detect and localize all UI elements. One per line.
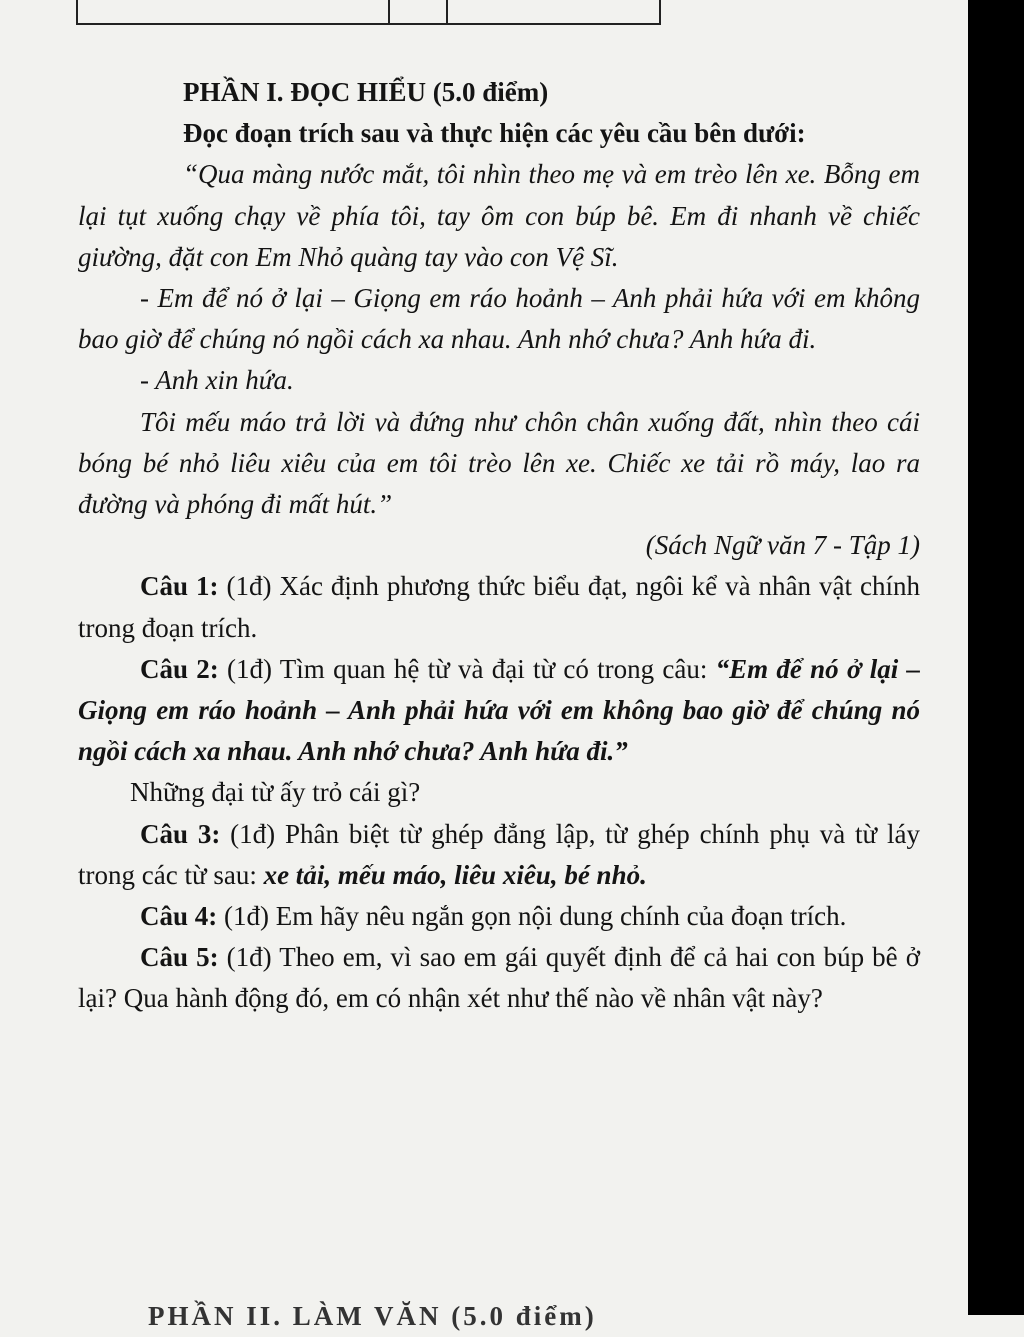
question-quote: “Em để nó ở lại – Giọng em ráo hoảnh – Anh phải hứa với em không bao giờ để chúng nó ngồi cách xa nhau. Anh nhớ chưa? Anh hứa đi.” — [78, 653, 920, 767]
question-1 — [78, 566, 920, 648]
excerpt-paragraph: - Anh xin hứa. — [140, 365, 294, 396]
question-words: xe tải, mếu máo, liêu xiêu, bé nhỏ. — [263, 859, 647, 890]
question-text: (1đ) Em hãy nêu ngắn gọn nội dung chính của đoạn trích. — [217, 901, 847, 932]
exam-page — [78, 72, 920, 1020]
section-title: PHẦN I. ĐỌC HIỂU (5.0 điểm) — [183, 77, 549, 107]
excerpt-paragraph: Tôi mếu máo trả lời và đứng như chôn chân xuống đất, nhìn theo cái bóng bé nhỏ liêu xiêu của em tôi trèo lên xe. Chiếc xe tải rồ máy, lao ra đường và phóng đi mất hút.” — [78, 406, 920, 520]
header-table-fragment — [76, 0, 661, 25]
question-3 — [78, 814, 920, 896]
next-section-title-cut: PHẦN II. LÀM VĂN (5.0 điểm) — [148, 1301, 597, 1331]
table-divider — [446, 0, 448, 23]
question-4 — [78, 896, 920, 937]
question-text: (1đ) Phân biệt từ ghép đẳng lập, từ ghép chính phụ và từ láy trong các từ sau: — [78, 818, 920, 890]
table-divider — [388, 0, 390, 23]
question-label: Câu 3: — [140, 818, 221, 849]
question-2 — [78, 649, 920, 773]
excerpt-source: (Sách Ngữ văn 7 - Tập 1) — [645, 530, 920, 561]
excerpt-paragraph: “Qua màng nước mắt, tôi nhìn theo mẹ và em trèo lên xe. Bỗng em lại tụt xuống chạy về phía tôi, tay ôm con búp bê. Em đi nhanh về chiếc giường, đặt con Em Nhỏ quàng tay vào con Vệ Sĩ. — [78, 159, 920, 272]
screen-edge-bar — [968, 0, 1024, 1315]
question-text: (1đ) Theo em, vì sao em gái quyết định để cả hai con búp bê ở lại? Qua hành động đó, em có nhận xét như thế nào về nhân vật này? — [78, 942, 920, 1014]
question-label: Câu 2: — [140, 653, 219, 684]
question-2-followup: Những đại từ ấy trỏ cái gì? — [130, 777, 421, 808]
instruction: Đọc đoạn trích sau và thực hiện các yêu cầu bên dưới: — [183, 118, 806, 149]
excerpt-paragraph: - Em để nó ở lại – Giọng em ráo hoảnh – Anh phải hứa với em không bao giờ để chúng nó ngồi cách xa nhau. Anh nhớ chưa? Anh hứa đi. — [78, 283, 920, 355]
question-text: (1đ) Tìm quan hệ từ và đại từ có trong câu: — [218, 653, 716, 684]
question-text: (1đ) Xác định phương thức biểu đạt, ngôi kể và nhân vật chính trong đoạn trích. — [78, 571, 920, 643]
question-label: Câu 5: — [140, 942, 219, 973]
question-5 — [78, 937, 920, 1019]
question-label: Câu 4: — [140, 901, 218, 932]
question-label: Câu 1: — [140, 571, 219, 602]
